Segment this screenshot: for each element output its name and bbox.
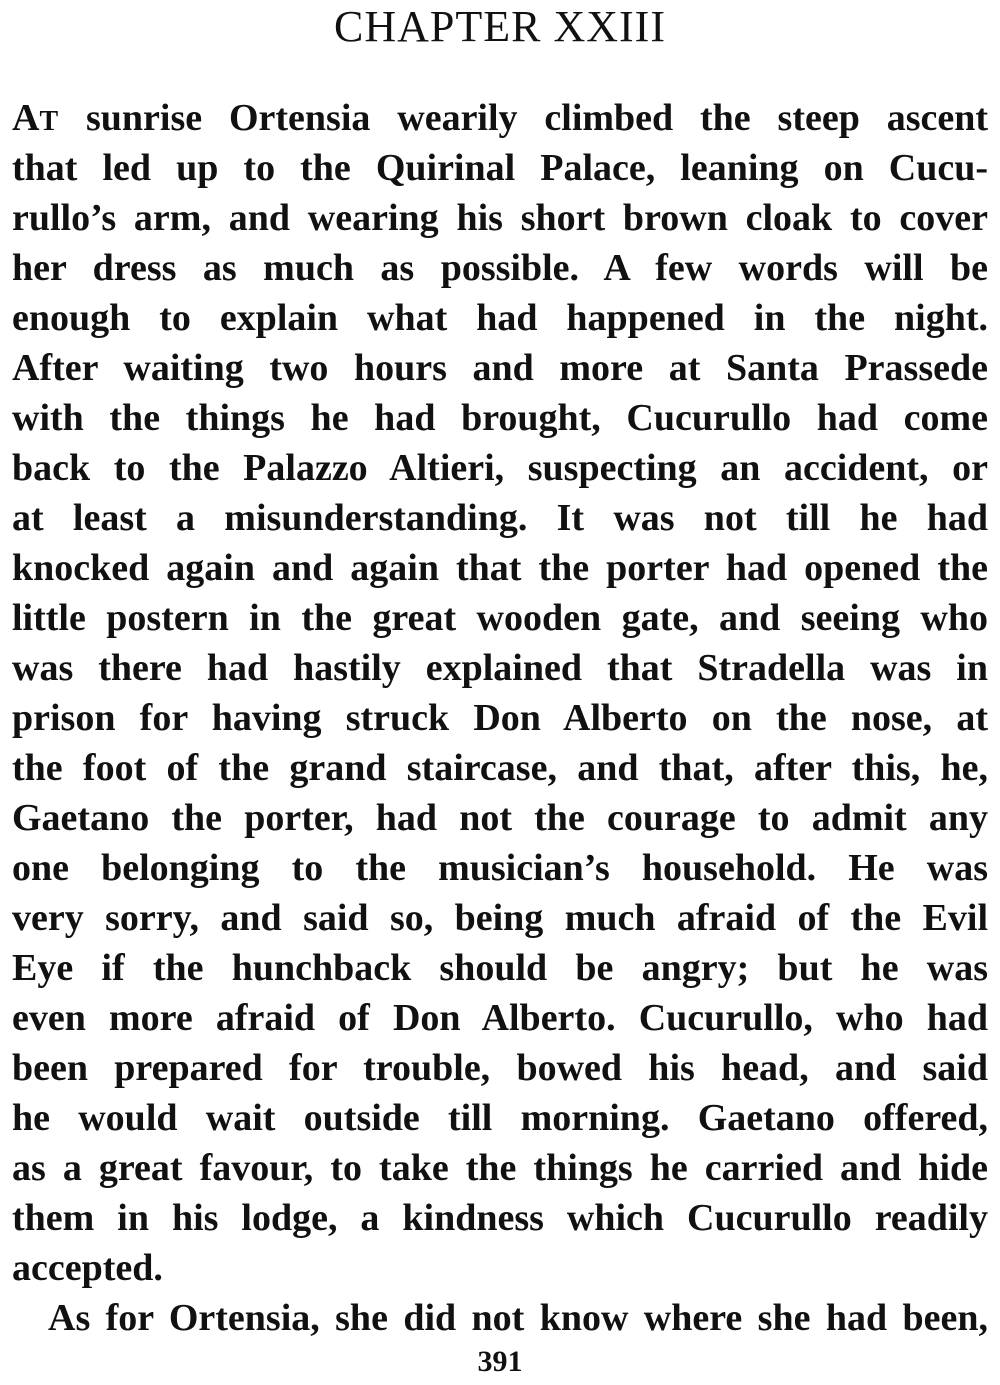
text-line: rullo’s arm, and wearing his short brown cloak to cover	[12, 197, 988, 239]
page-number: 391	[477, 1345, 523, 1378]
text-line: very sorry, and said so, being much afraid of the Evil	[12, 897, 988, 939]
text-line: at least a misunderstanding. It was not till he had	[12, 497, 988, 539]
text-line: the foot of the grand staircase, and that, after this, he,	[12, 747, 988, 789]
line-text: sunrise Ortensia wearily climbed the steep ascent	[59, 97, 988, 139]
text-line: was there had hastily explained that Stradella was in	[12, 647, 988, 689]
text-line: accepted.	[12, 1247, 163, 1289]
text-line: back to the Palazzo Altieri, suspecting an accident, or	[12, 447, 988, 489]
text-line: knocked again and again that the porter had opened the	[12, 547, 988, 589]
text-line: After waiting two hours and more at Santa Prassede	[12, 347, 988, 389]
text-line: As for Ortensia, she did not know where she had been,	[48, 1297, 988, 1339]
text-line: her dress as much as possible. A few words will be	[12, 247, 988, 289]
text-line: them in his lodge, a kindness which Cucurullo readily	[12, 1197, 988, 1239]
text-line: that led up to the Quirinal Palace, leaning on Cucu-	[12, 147, 988, 189]
dropcap-first-letter: A	[12, 97, 40, 139]
text-line: prison for having struck Don Alberto on the nose, at	[12, 697, 988, 739]
text-line: as a great favour, to take the things he carried and hide	[12, 1147, 988, 1189]
smallcaps-letter: T	[39, 106, 60, 137]
text-line: he would wait outside till morning. Gaetano offered,	[12, 1097, 988, 1139]
text-line: with the things he had brought, Cucurullo had come	[12, 397, 988, 439]
text-line	[12, 95, 988, 141]
text-line: one belonging to the musician’s household. He was	[12, 847, 988, 889]
text-line: been prepared for trouble, bowed his head, and said	[12, 1047, 988, 1089]
text-line: Eye if the hunchback should be angry; but he was	[12, 947, 988, 989]
text-line: even more afraid of Don Alberto. Cucurullo, who had	[12, 997, 988, 1039]
text-line: Gaetano the porter, had not the courage to admit any	[12, 797, 988, 839]
text-line: enough to explain what had happened in the night.	[12, 297, 988, 339]
chapter-title: CHAPTER XXIII	[334, 2, 666, 51]
text-line: little postern in the great wooden gate, and seeing who	[12, 597, 988, 639]
